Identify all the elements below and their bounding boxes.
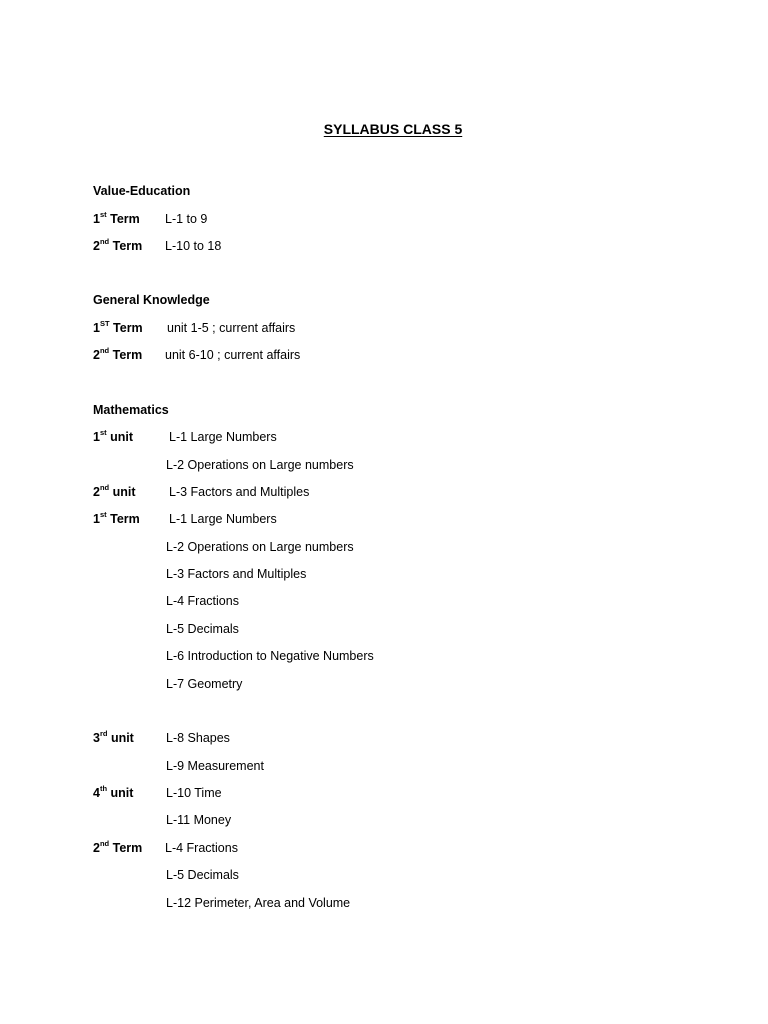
row-value: L-5 Decimals	[166, 868, 239, 882]
section-heading-value-education: Value-Education	[93, 184, 191, 198]
row-value: L-10 to 18	[165, 239, 222, 253]
section-heading-mathematics: Mathematics	[93, 403, 169, 417]
row-value: L-6 Introduction to Negative Numbers	[166, 649, 374, 663]
row-value: unit 1-5 ; current affairs	[167, 321, 296, 335]
page-title: SYLLABUS CLASS 5	[323, 121, 463, 137]
section-heading-general-knowledge: General Knowledge	[93, 293, 210, 307]
row-value: L-11 Money	[166, 813, 232, 827]
row-value: L-3 Factors and Multiples	[169, 485, 310, 499]
row-value: L-1 to 9	[165, 212, 208, 226]
row-label: 2nd Term	[93, 838, 143, 855]
row-value: L-1 Large Numbers	[169, 430, 277, 444]
row-value: L-2 Operations on Large numbers	[166, 540, 354, 554]
row-value: L-8 Shapes	[166, 731, 230, 745]
row-value: L-4 Fractions	[165, 841, 238, 855]
row-value: L-2 Operations on Large numbers	[166, 458, 354, 472]
row-value: unit 6-10 ; current affairs	[165, 348, 301, 362]
row-label: 2nd Term	[93, 236, 143, 253]
row-value: L-10 Time	[166, 786, 222, 800]
row-label: 1ST Term	[93, 318, 143, 335]
row-value: L-12 Perimeter, Area and Volume	[166, 896, 351, 910]
row-value: L-1 Large Numbers	[169, 512, 277, 526]
row-value: L-5 Decimals	[166, 622, 239, 636]
row-value: L-4 Fractions	[166, 594, 239, 608]
row-value: L-3 Factors and Multiples	[166, 567, 307, 581]
row-label: 1st unit	[93, 427, 134, 444]
row-label: 1st Term	[93, 209, 140, 226]
row-label: 2nd Term	[93, 345, 143, 362]
row-value: L-7 Geometry	[166, 677, 243, 691]
row-value: L-9 Measurement	[166, 759, 264, 773]
row-label: 4th unit	[93, 783, 134, 800]
row-label: 2nd unit	[93, 482, 136, 499]
row-label: 1st Term	[93, 509, 140, 526]
row-label: 3rd unit	[93, 728, 134, 745]
